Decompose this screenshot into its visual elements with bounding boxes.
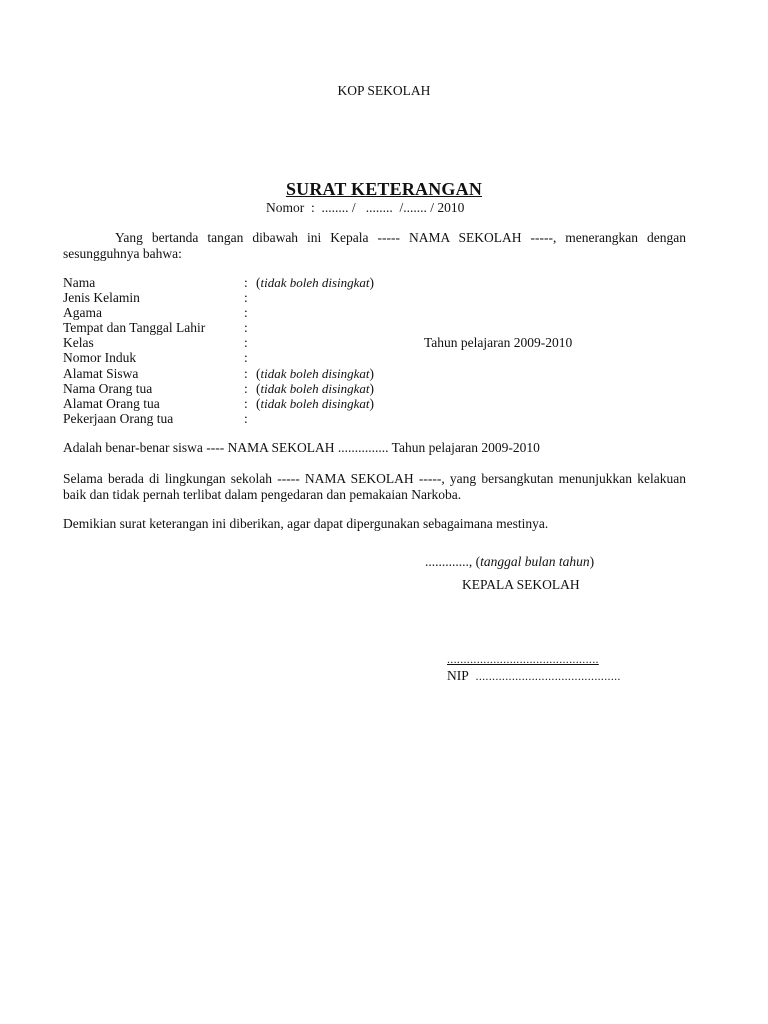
signature-date xyxy=(425,554,594,570)
field-value: (tidak boleh disingkat) xyxy=(256,275,375,290)
intro-paragraph xyxy=(63,230,686,262)
field-colon: : xyxy=(244,350,248,366)
field-label: Jenis Kelamin xyxy=(63,290,140,306)
field-colon: : xyxy=(244,335,248,351)
date-suffix: ) xyxy=(589,554,595,569)
closing-paragraph: Demikian surat keterangan ini diberikan, agar dapat dipergunakan sebagaimana mestinya. xyxy=(63,516,549,531)
field-note: tidak boleh disingkat xyxy=(260,380,370,396)
nip-label: NIP xyxy=(447,668,469,683)
date-note: tanggal bulan tahun xyxy=(480,554,590,569)
field-note: tidak boleh disingkat xyxy=(260,395,370,411)
field-value: (tidak boleh disingkat) xyxy=(256,380,375,396)
field-label: Agama xyxy=(63,305,102,321)
field-note: tidak boleh disingkat xyxy=(260,365,370,381)
field-label: Kelas xyxy=(63,335,94,351)
field-row xyxy=(63,305,686,320)
field-label: Alamat Siswa xyxy=(63,365,139,381)
field-row xyxy=(63,275,686,290)
field-value: (tidak boleh disingkat) xyxy=(256,395,375,411)
statement-paragraph: Adalah benar-benar siswa ---- NAMA SEKOLAH ............... Tahun pelajaran 2009-2010 xyxy=(63,440,540,455)
nip-dots: ............................................ xyxy=(475,669,621,683)
signer-role: KEPALA SEKOLAH xyxy=(462,577,580,592)
field-row xyxy=(63,411,686,426)
field-colon: : xyxy=(244,365,248,381)
field-colon: : xyxy=(244,410,248,426)
field-row xyxy=(63,396,686,411)
signer-nip xyxy=(447,668,621,684)
field-row xyxy=(63,335,686,350)
field-colon: : xyxy=(244,395,248,411)
field-colon: : xyxy=(244,380,248,396)
field-label: Tempat dan Tanggal Lahir xyxy=(63,320,206,336)
field-label: Nama Orang tua xyxy=(63,380,153,396)
field-colon: : xyxy=(244,305,248,321)
letter-number: Nomor : ........ / ........ /....... / 2010 xyxy=(266,200,465,215)
field-label: Nomor Induk xyxy=(63,350,137,366)
field-note: tidak boleh disingkat xyxy=(260,275,370,290)
field-value: (tidak boleh disingkat) xyxy=(256,365,375,381)
field-label: Nama xyxy=(63,275,96,290)
field-colon: : xyxy=(244,320,248,336)
field-label: Alamat Orang tua xyxy=(63,395,160,411)
school-year: Tahun pelajaran 2009-2010 xyxy=(424,335,573,351)
field-row xyxy=(63,350,686,365)
student-fields xyxy=(63,275,686,426)
field-colon: : xyxy=(244,290,248,306)
intro-text: Yang bertanda tangan dibawah ini Kepala ----- NAMA SEKOLAH -----, menerangkan dengan sesungguhnya bahwa: xyxy=(63,230,686,261)
document-title: SURAT KETERANGAN xyxy=(285,179,483,199)
date-prefix: ............., ( xyxy=(425,554,481,569)
school-letterhead: KOP SEKOLAH xyxy=(337,83,431,98)
field-row xyxy=(63,290,686,305)
field-row xyxy=(63,320,686,335)
behavior-paragraph: Selama berada di lingkungan sekolah ----- NAMA SEKOLAH -----, yang bersangkutan menunjukkan kelakuan baik dan tidak pernah terlibat dalam pengedaran dan pemakaian Narkoba. xyxy=(63,471,686,502)
field-colon: : xyxy=(244,275,248,290)
field-label: Pekerjaan Orang tua xyxy=(63,410,174,426)
signer-name-line: .............................................. xyxy=(447,652,599,666)
field-row xyxy=(63,381,686,396)
field-row xyxy=(63,366,686,381)
